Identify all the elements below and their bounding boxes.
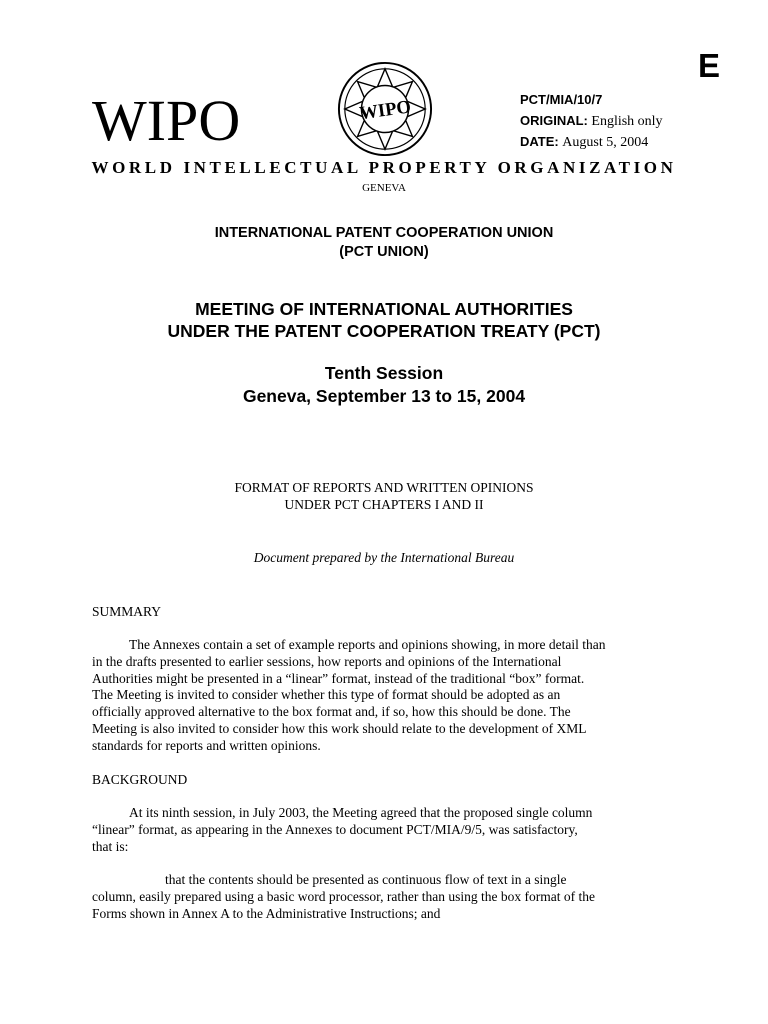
summary-heading: SUMMARY — [92, 604, 162, 619]
prepared-by: Document prepared by the International Bureau — [253, 550, 515, 565]
background-line: that is: — [92, 838, 129, 854]
document-title — [0, 479, 768, 513]
summary-line: The Meeting is invited to consider whether this type of format should be adopted as an — [92, 687, 561, 703]
meeting-title — [0, 298, 768, 342]
union-line-2: (PCT UNION) — [339, 244, 429, 260]
background-paragraph-2 — [92, 872, 684, 922]
summary-line: Authorities might be presented in a “linear” format, instead of the traditional “box” format. — [92, 670, 585, 686]
background-line: that the contents should be presented as continuous flow of text in a single — [165, 872, 567, 887]
document-title-line-1: FORMAT OF REPORTS AND WRITTEN OPINIONS — [234, 480, 534, 495]
background-line: At its ninth session, in July 2003, the Meeting agreed that the proposed single column — [129, 805, 593, 820]
summary-paragraph — [92, 637, 684, 755]
meeting-line-2: UNDER THE PATENT COOPERATION TREATY (PCT) — [167, 321, 601, 341]
language-indicator: E — [698, 47, 721, 84]
original-label: ORIGINAL: — [520, 113, 588, 128]
summary-line: standards for reports and written opinions. — [92, 737, 321, 753]
session-place-date: Geneva, September 13 to 15, 2004 — [242, 386, 526, 406]
background-paragraph-1 — [92, 805, 684, 855]
union-title — [0, 224, 768, 262]
session-info — [0, 362, 768, 408]
date-label: DATE: — [520, 134, 559, 149]
document-title-line-2: UNDER PCT CHAPTERS I AND II — [284, 497, 484, 512]
background-line: column, easily prepared using a basic word processor, rather than using the box format of the — [92, 888, 595, 904]
summary-line: in the drafts presented to earlier sessions, how reports and opinions of the International — [92, 653, 562, 669]
union-line-1: INTERNATIONAL PATENT COOPERATION UNION — [214, 225, 554, 241]
wipo-logo-text: WIPO — [92, 88, 241, 153]
wipo-emblem-icon — [336, 60, 434, 158]
document-meta — [520, 90, 663, 153]
background-line: “linear” format, as appearing in the Annexes to document PCT/MIA/9/5, was satisfactory, — [92, 821, 578, 837]
original-value: English only — [591, 114, 663, 129]
date-value: August 5, 2004 — [562, 135, 649, 150]
doc-number: PCT/MIA/10/7 — [520, 92, 603, 107]
background-heading: BACKGROUND — [92, 772, 188, 787]
summary-line: Meeting is also invited to consider how this work should relate to the development of XML — [92, 720, 587, 736]
meeting-line-1: MEETING OF INTERNATIONAL AUTHORITIES — [195, 299, 573, 319]
session-name: Tenth Session — [324, 363, 444, 383]
summary-line: officially approved alternative to the box format and, if so, how this should be done. The — [92, 704, 571, 720]
emblem-text: WIPO — [358, 96, 413, 125]
organization-name: WORLD INTELLECTUAL PROPERTY ORGANIZATION — [91, 158, 677, 177]
background-line: Forms shown in Annex A to the Administrative Instructions; and — [92, 905, 441, 921]
organization-city: GENEVA — [362, 182, 406, 194]
summary-line: The Annexes contain a set of example reports and opinions showing, in more detail than — [129, 637, 606, 652]
